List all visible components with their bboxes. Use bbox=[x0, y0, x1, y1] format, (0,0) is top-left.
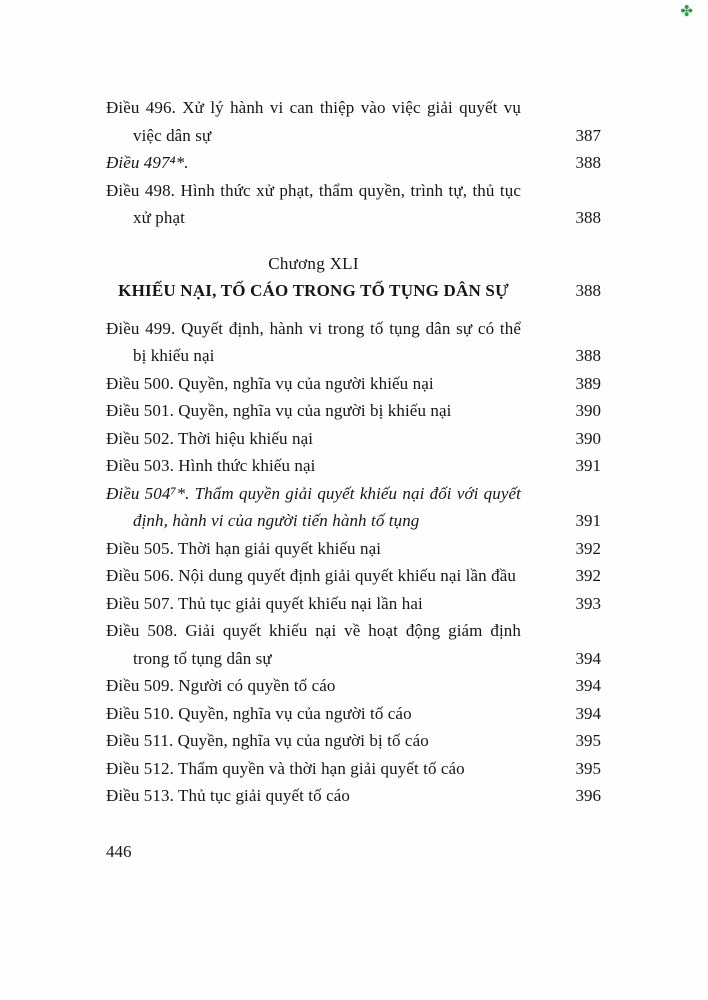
toc-entry bbox=[106, 727, 601, 755]
toc-entry-text: Điều 503. Hình thức khiếu nại bbox=[106, 456, 316, 475]
toc-entry-text: Điều 506. Nội dung quyết định giải quyết khiếu nại lần đầu bbox=[106, 566, 516, 585]
toc-entry-page: 387 bbox=[575, 125, 601, 145]
chapter-page-number: 388 bbox=[575, 281, 601, 300]
toc-entry-page: 388 bbox=[575, 346, 601, 365]
toc-entry-text: Điều 508. Giải quyết khiếu nại về hoạt động giám định trong tố tụng dân sự bbox=[106, 621, 521, 668]
toc-entry bbox=[106, 617, 601, 672]
page-number: 446 bbox=[106, 841, 132, 861]
toc-entry bbox=[106, 94, 601, 149]
toc-entry-page: 391 bbox=[575, 511, 601, 530]
toc-entry-page: 394 bbox=[575, 648, 601, 668]
toc-entry bbox=[106, 480, 601, 535]
toc-entry-text: Điều 502. Thời hiệu khiếu nại bbox=[106, 428, 314, 448]
toc-entry-text: Điều 505. Thời hạn giải quyết khiếu nại bbox=[106, 538, 382, 558]
toc-entry-page: 392 bbox=[575, 566, 601, 585]
toc-entry bbox=[106, 782, 601, 810]
toc-entry-text: Điều 512. Thẩm quyền và thời hạn giải quyết tố cáo bbox=[106, 758, 465, 778]
toc-entry-page: 389 bbox=[575, 373, 601, 393]
toc-entry bbox=[106, 452, 601, 480]
toc-entry-page: 392 bbox=[575, 538, 601, 558]
toc-entry bbox=[106, 700, 601, 728]
toc-entry-page: 393 bbox=[575, 593, 601, 613]
toc-entry-text: Điều 496. Xử lý hành vi can thiệp vào việc giải quyết vụ việc dân sự bbox=[106, 98, 521, 145]
toc-entry-text: Điều 511. Quyền, nghĩa vụ của người bị tố cáo bbox=[106, 731, 429, 750]
toc-entry-page: 391 bbox=[575, 456, 601, 475]
chapter-text bbox=[106, 250, 521, 305]
toc-entry-page: 394 bbox=[575, 676, 601, 695]
toc-entry bbox=[106, 177, 601, 232]
toc-entry-page: 388 bbox=[575, 208, 601, 227]
toc-entry bbox=[106, 149, 601, 177]
toc-entry-text: Điều 504⁷*. Thẩm quyền giải quyết khiếu nại đối với quyết định, hành vi của người tiến hành tố tụng bbox=[106, 483, 521, 530]
toc-entry bbox=[106, 370, 601, 398]
toc-entry-page: 396 bbox=[575, 786, 601, 805]
toc-entry bbox=[106, 590, 601, 618]
toc-entry bbox=[106, 535, 601, 563]
chapter-heading bbox=[106, 250, 601, 305]
toc-entry-text: Điều 497⁴*. bbox=[106, 153, 189, 172]
toc-entry-text: Điều 509. Người có quyền tố cáo bbox=[106, 676, 336, 695]
toc-entry bbox=[106, 425, 601, 453]
page-footer bbox=[0, 838, 708, 866]
toc-entry-page: 390 bbox=[575, 401, 601, 420]
chapter-title: KHIẾU NẠI, TỐ CÁO TRONG TỐ TỤNG DÂN SỰ bbox=[118, 281, 509, 300]
toc-entry-page: 388 bbox=[575, 153, 601, 172]
toc-entry-text: Điều 501. Quyền, nghĩa vụ của người bị khiếu nại bbox=[106, 401, 452, 420]
toc-entry-text: Điều 499. Quyết định, hành vi trong tố tụng dân sự có thể bị khiếu nại bbox=[106, 318, 521, 365]
toc-entry-page: 390 bbox=[575, 428, 601, 448]
toc-entry-page: 395 bbox=[575, 758, 601, 778]
toc-entry bbox=[106, 397, 601, 425]
toc-entry-text: Điều 500. Quyền, nghĩa vụ của người khiếu nại bbox=[106, 373, 434, 393]
flower-icon: ✤ bbox=[680, 4, 693, 20]
toc-entry bbox=[106, 562, 601, 590]
toc-entry-text: Điều 507. Thủ tục giải quyết khiếu nại lần hai bbox=[106, 593, 423, 613]
toc-entry-page: 394 bbox=[575, 703, 601, 723]
toc-entry-text: Điều 498. Hình thức xử phạt, thẩm quyền, trình tự, thủ tục xử phạt bbox=[106, 180, 521, 227]
toc-entry bbox=[106, 672, 601, 700]
toc-entry bbox=[106, 755, 601, 783]
toc-entry-page: 395 bbox=[575, 731, 601, 750]
chapter-kicker: Chương XLI bbox=[268, 253, 359, 273]
toc-entry-text: Điều 510. Quyền, nghĩa vụ của người tố cáo bbox=[106, 703, 412, 723]
toc-entry-text: Điều 513. Thủ tục giải quyết tố cáo bbox=[106, 786, 350, 805]
toc-list bbox=[106, 94, 601, 810]
toc-entry bbox=[106, 315, 601, 370]
